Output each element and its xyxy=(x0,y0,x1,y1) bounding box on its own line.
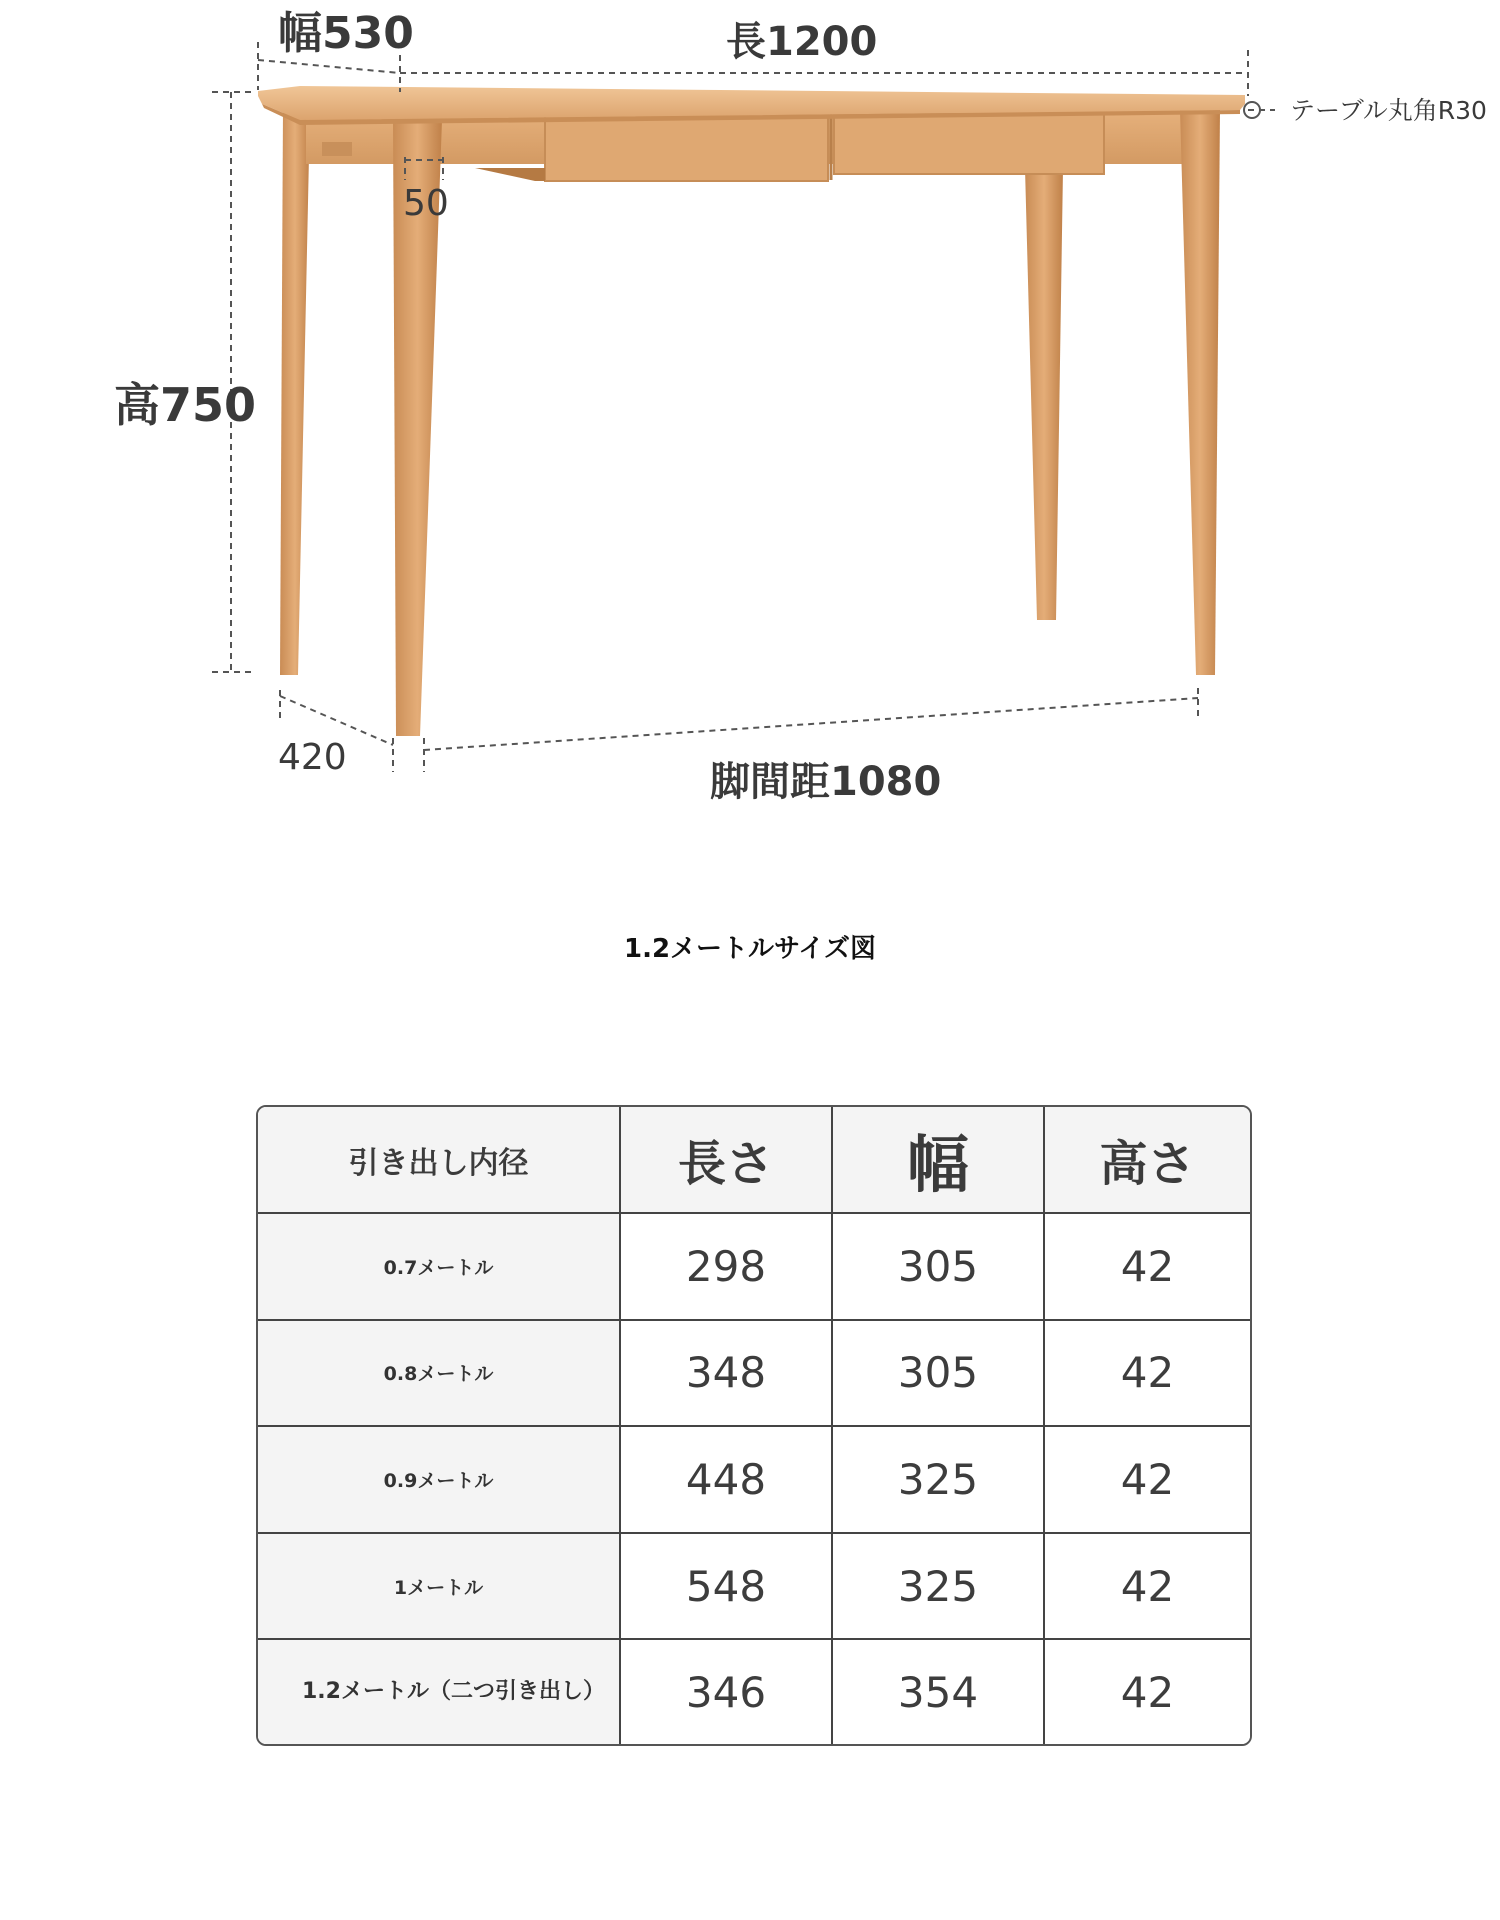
size-chart-caption: 1.2メートルサイズ図 xyxy=(624,934,876,964)
row-label: 0.8メートル xyxy=(258,1320,620,1427)
drawer-dimensions-table xyxy=(256,1105,1252,1746)
length-cell: 298 xyxy=(620,1213,832,1320)
leg-span-label: 脚間距1080 xyxy=(710,759,942,805)
table-row xyxy=(258,1533,1250,1640)
header-height: 高さ xyxy=(1044,1107,1250,1213)
length-cell: 348 xyxy=(620,1320,832,1427)
width-cell: 354 xyxy=(832,1639,1044,1744)
height-cell: 42 xyxy=(1044,1320,1250,1427)
length-cell: 548 xyxy=(620,1533,832,1640)
back-left-leg xyxy=(280,108,310,675)
width-dimension-label: 幅530 xyxy=(278,8,414,59)
table-row xyxy=(258,1426,1250,1533)
width-cell: 325 xyxy=(832,1533,1044,1640)
corner-radius-label: テーブル丸角R30 xyxy=(1290,96,1487,125)
height-cell: 42 xyxy=(1044,1533,1250,1640)
height-cell: 42 xyxy=(1044,1213,1250,1320)
row-label: 1.2メートル（二つ引き出し） xyxy=(258,1639,620,1744)
front-right-leg xyxy=(1180,110,1220,675)
height-cell: 42 xyxy=(1044,1639,1250,1744)
back-right-leg xyxy=(1025,168,1063,620)
row-label: 0.7メートル xyxy=(258,1213,620,1320)
height-dimension-label: 高750 xyxy=(114,378,257,432)
row-label: 1メートル xyxy=(258,1533,620,1640)
length-dimension-label: 長1200 xyxy=(726,19,878,65)
height-cell: 42 xyxy=(1044,1426,1250,1533)
row-label: 0.9メートル xyxy=(258,1426,620,1533)
table-row xyxy=(258,1320,1250,1427)
table-row xyxy=(258,1639,1250,1744)
left-drawer xyxy=(545,114,828,181)
header-drawer-inner: 引き出し内径 xyxy=(258,1107,620,1213)
right-drawer xyxy=(834,114,1104,174)
width-cell: 305 xyxy=(832,1213,1044,1320)
table-row xyxy=(258,1213,1250,1320)
leg-size-label: 50 xyxy=(403,183,449,224)
width-cell: 305 xyxy=(832,1320,1044,1427)
depth-dimension-label: 420 xyxy=(278,737,347,778)
table-header-row xyxy=(258,1107,1250,1213)
width-cell: 325 xyxy=(832,1426,1044,1533)
header-length: 長さ xyxy=(620,1107,832,1213)
header-width: 幅 xyxy=(832,1107,1044,1213)
length-cell: 346 xyxy=(620,1639,832,1744)
length-cell: 448 xyxy=(620,1426,832,1533)
